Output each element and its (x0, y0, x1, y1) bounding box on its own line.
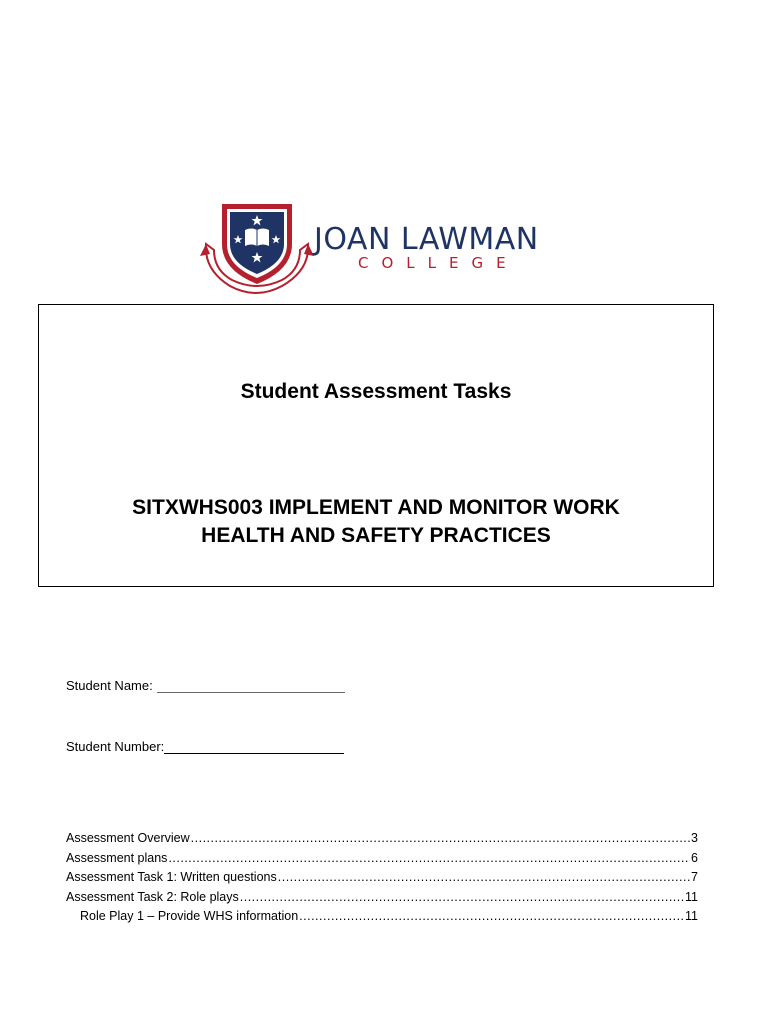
toc-item-label: Role Play 1 – Provide WHS information (80, 909, 299, 923)
toc-item[interactable] (66, 831, 698, 851)
college-logo-graphic (200, 200, 580, 300)
toc-item-page: 11 (685, 889, 698, 904)
unit-title-line1: SITXWHS003 IMPLEMENT AND MONITOR WORK (132, 496, 620, 519)
toc-item-label: Assessment Overview (66, 831, 190, 845)
toc-item-label: Assessment plans (66, 850, 168, 865)
toc-item-page: 7 (691, 870, 698, 884)
unit-title (79, 494, 673, 550)
toc-leader-dots (168, 851, 690, 865)
logo-name-line1: JOAN LAWMAN (314, 222, 539, 257)
toc-item[interactable] (66, 909, 698, 929)
student-name-field (66, 678, 345, 693)
toc-leader-dots (191, 831, 690, 845)
table-of-contents (66, 831, 698, 929)
student-number-label: Student Number: (66, 739, 165, 754)
toc-item[interactable] (66, 851, 698, 871)
toc-leader-dots (240, 890, 684, 904)
student-number-blank[interactable] (164, 739, 344, 754)
title-box (38, 304, 714, 587)
toc-leader-dots (299, 909, 684, 923)
student-name-label: Student Name: (66, 678, 153, 693)
toc-leader-dots (278, 870, 690, 884)
college-logo (200, 200, 580, 300)
toc-item-label: Assessment Task 1: Written questions (66, 870, 277, 884)
toc-item-page: 6 (691, 850, 698, 865)
toc-item[interactable] (66, 870, 698, 890)
logo-name-line2: COLLEGE (358, 254, 519, 272)
toc-item-page: 11 (685, 909, 698, 923)
toc-item-page: 3 (691, 831, 698, 845)
book-icon (245, 229, 269, 247)
document-title: Student Assessment Tasks (240, 380, 512, 403)
toc-item[interactable] (66, 890, 698, 910)
unit-title-line2: HEALTH AND SAFETY PRACTICES (201, 524, 551, 547)
toc-item-label: Assessment Task 2: Role plays (66, 889, 239, 904)
student-name-blank[interactable] (157, 678, 345, 693)
student-number-field (66, 739, 344, 754)
